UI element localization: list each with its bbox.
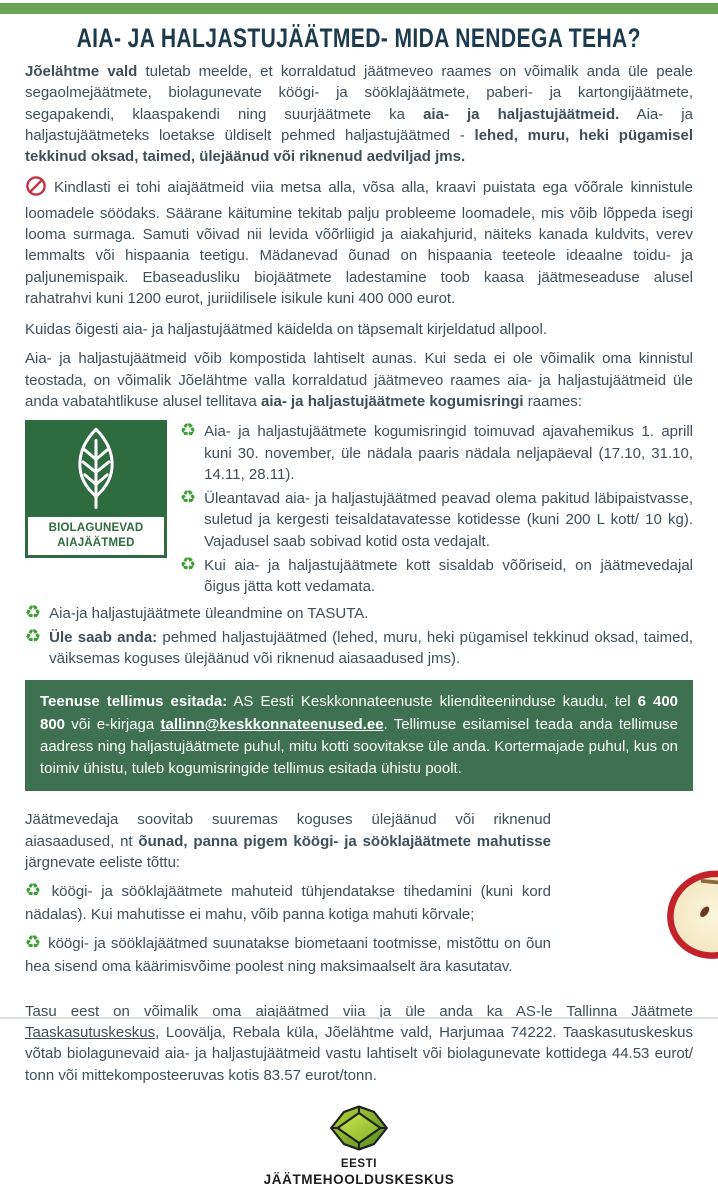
recycle-icon: ♻ — [180, 421, 196, 485]
text-segment: . Tellimuse esitamisel teada anda tellimuse aadress ning haljastujäätmete puhul, mitu kotti soovitakse üle anda. Kortermajade puhul, kus on toimiv ühistu, tuleb kogumisringide tellimus esitada ühistu poolt. — [40, 716, 678, 777]
email-link[interactable]: tallinn@keskkonnateenused.ee — [161, 716, 384, 733]
org-name-line1: EESTI — [264, 1157, 455, 1172]
advice-section — [25, 809, 693, 977]
text-segment: Aia- ja haljastujäätmeteks loetakse üldiselt pehmed haljastujäätmed - — [25, 106, 693, 144]
leaf-icon — [60, 425, 132, 516]
dropoff-paragraph — [25, 1001, 693, 1086]
badge-label — [28, 517, 164, 555]
bullet-item — [180, 421, 693, 485]
apple-illustration — [665, 797, 718, 969]
text-segment: lehed, muru, heki pügamisel tekkinud oksad, taimed, ülejäänud või riknenud aedviljad jms. — [25, 127, 693, 165]
no-entry-icon — [25, 175, 47, 203]
bullet-item — [25, 603, 693, 624]
bullet-text — [204, 421, 693, 485]
text-segment: , Loovälja, Rebala küla, Jõelähtme vald, Harjumaa 74222. Taaskasutuskeskus võtab biolagunevaid aia- ja haljastujäätmeid vastu lahtiselt või biolagunevate kottidega 44.53 eurot/ tonn või mittekomposteeruvas kotis 83.57 eurot/tonn. — [25, 1024, 693, 1084]
gem-icon — [329, 1104, 389, 1157]
page-title: AIA- JA HALJASTUJÄÄTMED- MIDA NENDEGA TEHA? — [77, 23, 641, 54]
bullet-item — [25, 930, 551, 977]
bullet-item — [180, 555, 693, 598]
recycling-center-link[interactable]: AS-le Tallinna Jäätmete Taaskasutuskeskus — [25, 1003, 693, 1041]
intro-paragraph — [25, 61, 693, 167]
text-segment: Jäätmevedaja soovitab suuremas koguses ülejäänud või riknenud aiasaadused, nt — [25, 811, 551, 849]
text-segment: aia- ja haljastujäätmeid. — [423, 106, 619, 123]
text-segment: aia- ja haljastujäätmete kogumisringi — [261, 393, 524, 410]
recycle-icon: ♻ — [25, 932, 42, 953]
biodegradable-badge — [25, 420, 167, 558]
text-segment: Teenuse tellimus esitada: — [40, 693, 227, 710]
text-segment: Aia- ja haljastujäätmete kogumisringid toimuvad ajavahemikus 1. aprill kuni 30. november, üle nädala paaris nädala neljapäeval (17.10, 31.10, 14.11, 28.11). — [204, 423, 693, 483]
text-segment: Aia-ja haljastujäätmete üleandmine on TASUTA. — [49, 605, 368, 622]
badge-label-line1: BIOLAGUNEVAD — [30, 521, 162, 535]
recycle-icon: ♻ — [25, 603, 41, 624]
bullet-text — [49, 627, 693, 670]
recycle-icon: ♻ — [25, 627, 41, 670]
text-segment: 6 400 800 — [40, 693, 678, 732]
bullet-text — [49, 603, 368, 624]
warning-text — [25, 179, 693, 307]
recycle-icon: ♻ — [25, 880, 46, 901]
text-segment: Kui aia- ja haljastujäätmete kott sisaldab võõriseid, on jäätmevedajal õigus jätta kott vedamata. — [204, 557, 693, 595]
text-segment: pehmed haljastujäätmed (lehed, muru, heki pügamisel tekkinud oksad, taimed, väiksemas koguses ülejäänud või riknenud aiasaadused jms). — [49, 629, 693, 667]
advice-bullet-list — [25, 878, 551, 977]
bullet-text — [204, 488, 693, 552]
note-paragraph: Kuidas õigesti aia- ja haljastujäätmed käidelda on täpsemalt kirjeldatud allpool. — [25, 321, 693, 338]
text-segment: raames: — [524, 393, 582, 410]
advice-intro — [25, 809, 551, 873]
text-segment: Üle saab anda: — [49, 629, 157, 646]
collection-bullet-list — [180, 420, 693, 600]
collection-section — [25, 420, 693, 600]
text-segment: järgnevate eeliste tõttu: — [25, 854, 180, 871]
text-segment: tuletab meelde, et korraldatud jäätmeveo raames on võimalik anda üle peale segaolmejäätmete, biolagunevate köögi- ja sööklajäätmete, paberi- ja kartongijäätmete, segapakendi, klaaspakendi ning suurjäätmete ka — [25, 63, 693, 123]
bullet-item — [25, 878, 551, 925]
text-segment: köögi- ja sööklajäätmete mahuteid tühjendatakse tihedamini (kuni kord nädalas). Kui mahutisse ei mahu, võib panna kotiga mahuti kõrvale; — [25, 883, 551, 923]
page-content — [0, 23, 718, 1189]
warning-paragraph — [25, 175, 693, 310]
org-name — [264, 1157, 455, 1189]
text-segment: Tasu eest on võimalik oma aiajäätmed viia ja üle anda ka — [25, 1003, 516, 1020]
extra-bullet-list — [25, 603, 693, 670]
recycle-icon: ♻ — [180, 488, 196, 552]
bullet-text — [204, 555, 693, 598]
text-segment: Kindlasti ei tohi aiajäätmeid viia metsa alla, võsa alla, kraavi puistata ega võõrale kinnistule loomadele söödaks. Säärane käitumine tekitab palju probleeme loomadele, mis võib lõppeda isegi looma surmaga. Samuti võivad nii levida võõrliigid ja aiakahjurid, näiteks kanada kuldvits, verev lemmalts või hispaania teetigu. Mädanevad õunad on hispaania teeteole ideaalne toidu- ja paljunemispaik. Ebaseadusliku biojäätmete ladestamine toob kaasa jäätmeseaduse alusel rahatrahvi kuni 1200 eurot, juriidilisele isikule kuni 400 000 eurot. — [25, 179, 693, 307]
top-accent-bar — [0, 3, 718, 14]
text-segment: Aia- ja haljastujäätmeid võib kompostida lahtiselt aunas. Kui seda ei ole võimalik oma kinnistul teostada, on võimalik Jõelähtme valla korraldatud jäätmeveo raames aia- ja haljastujäätmeid üle anda vabatahtlikuse alusel tellitava — [25, 350, 693, 410]
bullet-item — [180, 488, 693, 552]
service-order-box — [25, 680, 693, 791]
text-segment: või e-kirjaga — [65, 716, 160, 733]
badge-leaf-panel — [28, 423, 164, 517]
text-segment: õunad, panna pigem köögi- ja sööklajäätmete mahutisse — [138, 833, 551, 850]
text-segment: Üleantavad aia- ja haljastujäätmed peavad olema pakitud läbipaistvasse, suletud ja kergesti teisaldatavatesse kotidesse (kuni 200 L kott/ 10 kg). Vajadusel saab sobivad kotid osta vedajalt. — [204, 490, 693, 550]
text-segment: Jõelähtme vald — [25, 63, 137, 80]
org-name-line2: JÄÄTMEHOOLDUSKESKUS — [264, 1172, 455, 1189]
org-logo — [25, 1104, 693, 1189]
bullet-item — [25, 627, 693, 670]
badge-label-line2: AIAJÄÄTMED — [30, 536, 162, 550]
recycle-icon: ♻ — [180, 555, 196, 598]
text-segment: AS Eesti Keskkonnateenuste klienditeeninduse kaudu, tel — [227, 693, 637, 710]
compost-paragraph — [25, 348, 693, 412]
bottom-divider — [0, 1017, 718, 1019]
title-row — [25, 23, 693, 54]
text-segment: köögi- ja sööklajäätmed suunatakse biometaani tootmisse, mistõttu on õun hea sisend oma käärimisvõime poolest ning maksimaalselt ära kasutatav. — [25, 935, 551, 975]
